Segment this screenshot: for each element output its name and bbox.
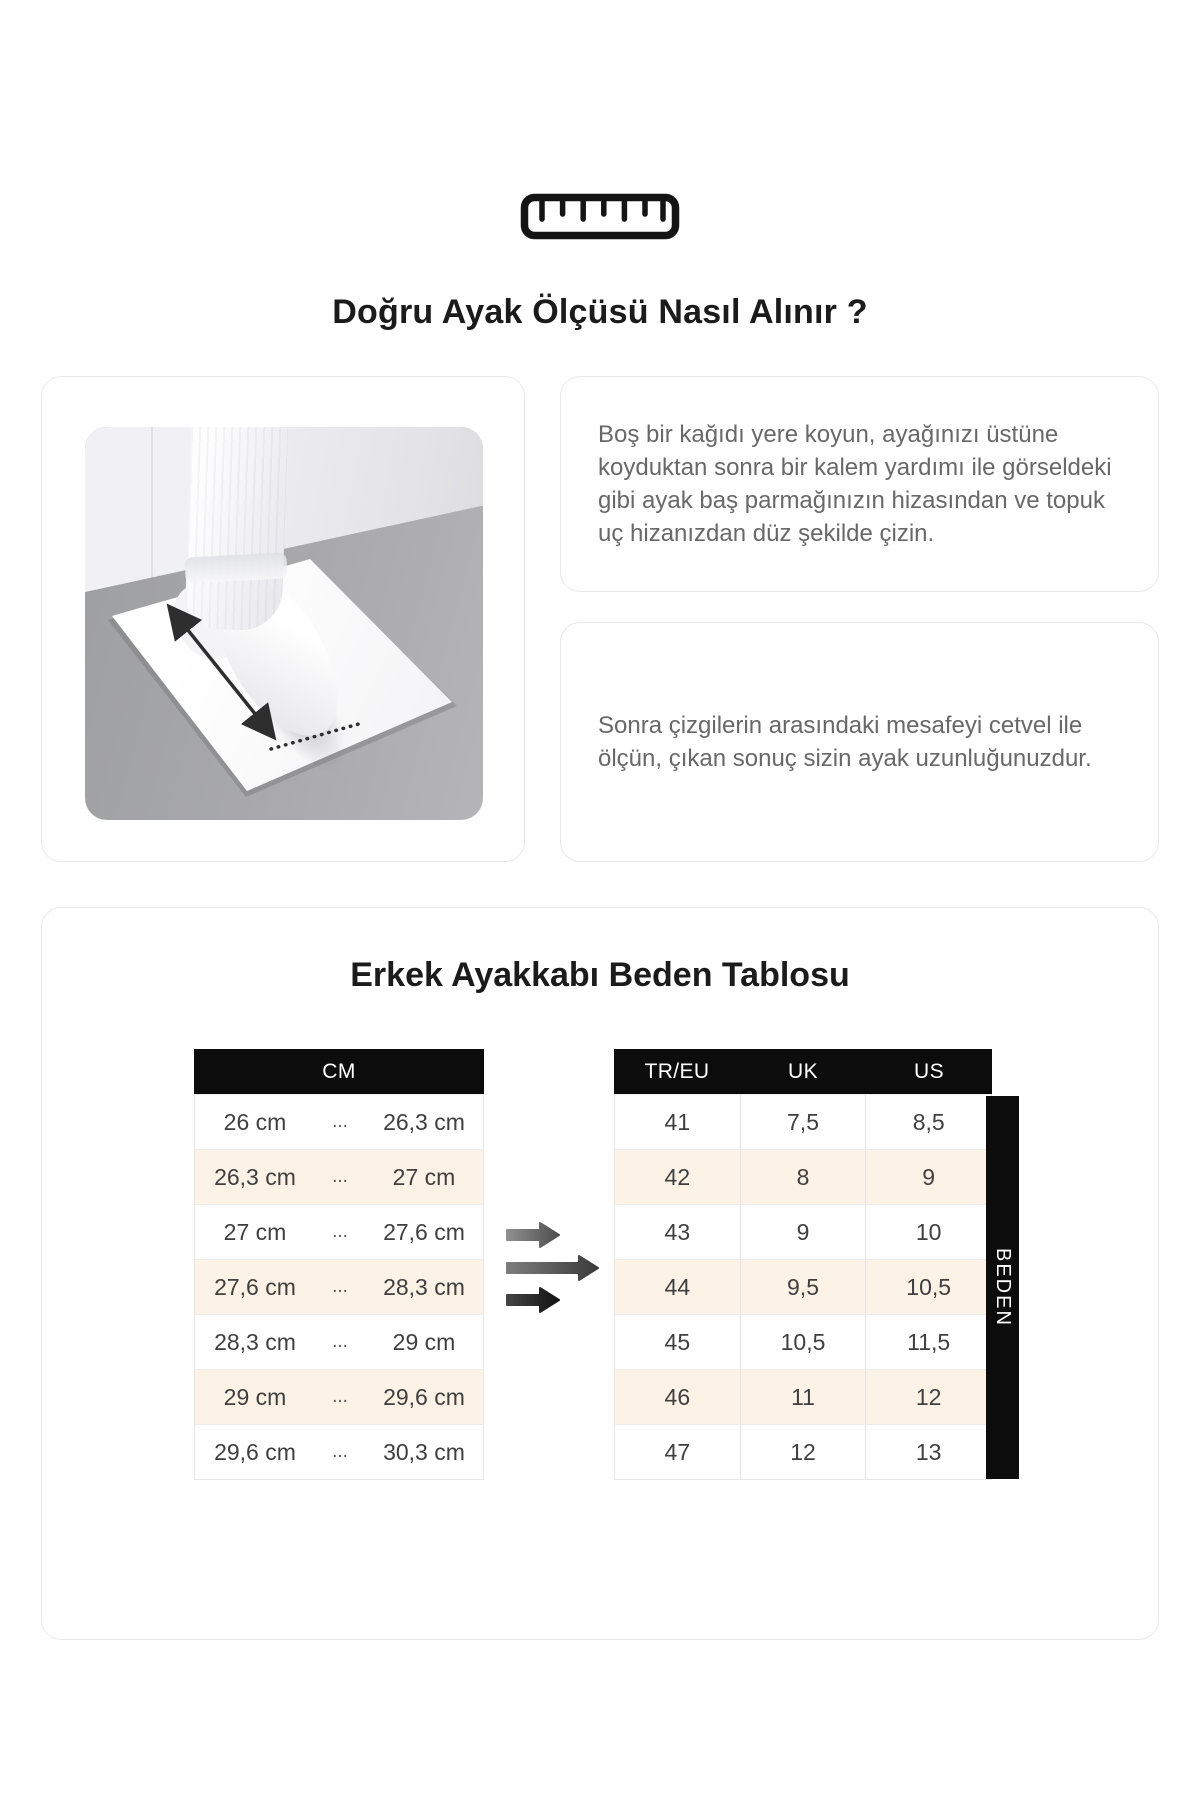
- size-uk: 9: [740, 1205, 866, 1259]
- range-separator: ...: [332, 1331, 348, 1352]
- size-uk: 8: [740, 1150, 866, 1204]
- cm-min: 26 cm: [223, 1108, 287, 1135]
- cm-max: 28,3 cm: [383, 1273, 465, 1300]
- cm-header-label: CM: [322, 1059, 356, 1083]
- foot-measure-photo-card: [41, 376, 525, 862]
- cm-range-table: [194, 1049, 484, 1480]
- measure-arrow-overlay: [85, 427, 483, 820]
- size-uk: 9,5: [740, 1260, 866, 1314]
- col-header-uk: UK: [788, 1059, 818, 1083]
- ruler-icon-wrap: [0, 193, 1200, 240]
- instruction-step2-text: Sonra çizgilerin arasındaki mesafeyi cetvel ile ölçün, çıkan sonuç sizin ayak uzunluğunuzdur.: [598, 712, 1092, 772]
- mapping-arrows-icon: [506, 1219, 606, 1319]
- intl-size-table: [614, 1049, 992, 1480]
- col-header-tr-eu: TR/EU: [644, 1059, 710, 1083]
- beden-side-label: BEDEN: [986, 1096, 1019, 1479]
- size-uk: 12: [740, 1425, 866, 1479]
- size-us: 13: [865, 1425, 991, 1479]
- instruction-card-1: [560, 376, 1159, 592]
- table-row: [195, 1204, 483, 1259]
- size-tr-eu: 45: [664, 1328, 691, 1355]
- page-title: Doğru Ayak Ölçüsü Nasıl Alınır ?: [332, 293, 868, 331]
- table-row: [195, 1094, 483, 1149]
- table-row: [615, 1204, 991, 1259]
- cm-min: 27 cm: [223, 1218, 287, 1245]
- table-row: [615, 1424, 991, 1479]
- size-tr-eu: 46: [664, 1383, 691, 1410]
- cm-min: 29 cm: [223, 1383, 287, 1410]
- size-tr-eu: 43: [664, 1218, 691, 1245]
- size-us: 11,5: [865, 1315, 991, 1369]
- size-uk: 7,5: [740, 1095, 866, 1149]
- range-separator: ...: [332, 1221, 348, 1242]
- size-us: 9: [865, 1150, 991, 1204]
- cm-min: 29,6 cm: [214, 1438, 296, 1465]
- table-row: [195, 1314, 483, 1369]
- ruler-icon: [520, 193, 680, 240]
- size-table-header: [614, 1049, 992, 1094]
- size-tr-eu: 41: [664, 1108, 691, 1135]
- toe-dotted-line: [271, 723, 362, 749]
- range-separator: ...: [332, 1276, 348, 1297]
- range-separator: ...: [332, 1111, 348, 1132]
- instruction-card-2: [560, 622, 1159, 862]
- table-row: [615, 1314, 991, 1369]
- table-row: [195, 1369, 483, 1424]
- foot-measure-photo: [85, 427, 483, 820]
- cm-max: 27 cm: [392, 1163, 456, 1190]
- length-arrow: [171, 609, 272, 735]
- size-tr-eu: 44: [664, 1273, 691, 1300]
- table-row: [615, 1149, 991, 1204]
- size-us: 10,5: [865, 1260, 991, 1314]
- table-row: [615, 1259, 991, 1314]
- cm-min: 28,3 cm: [214, 1328, 296, 1355]
- size-chart-card: [41, 907, 1159, 1640]
- size-uk: 11: [740, 1370, 866, 1424]
- table-row: [615, 1369, 991, 1424]
- cm-max: 27,6 cm: [383, 1218, 465, 1245]
- table-row: [195, 1149, 483, 1204]
- cm-min: 26,3 cm: [214, 1163, 296, 1190]
- size-tr-eu: 47: [664, 1438, 691, 1465]
- range-separator: ...: [332, 1166, 348, 1187]
- size-us: 12: [865, 1370, 991, 1424]
- col-header-us: US: [914, 1059, 944, 1083]
- cm-table-header: [194, 1049, 484, 1094]
- range-separator: ...: [332, 1386, 348, 1407]
- cm-max: 30,3 cm: [383, 1438, 465, 1465]
- cm-max: 29,6 cm: [383, 1383, 465, 1410]
- size-us: 8,5: [865, 1095, 991, 1149]
- table-row: [195, 1424, 483, 1479]
- size-chart-title: Erkek Ayakkabı Beden Tablosu: [350, 956, 850, 994]
- table-row: [195, 1259, 483, 1314]
- range-separator: ...: [332, 1441, 348, 1462]
- cm-max: 26,3 cm: [383, 1108, 465, 1135]
- size-tr-eu: 42: [664, 1163, 691, 1190]
- size-uk: 10,5: [740, 1315, 866, 1369]
- size-us: 10: [865, 1205, 991, 1259]
- cm-max: 29 cm: [392, 1328, 456, 1355]
- instruction-step1-text: Boş bir kağıdı yere koyun, ayağınızı üstüne koyduktan sonra bir kalem yardımı ile görseldeki gibi ayak baş parmağınızın hizasından ve topuk uç hizanızdan düz şekilde çizin.: [598, 421, 1112, 547]
- cm-min: 27,6 cm: [214, 1273, 296, 1300]
- table-row: [615, 1094, 991, 1149]
